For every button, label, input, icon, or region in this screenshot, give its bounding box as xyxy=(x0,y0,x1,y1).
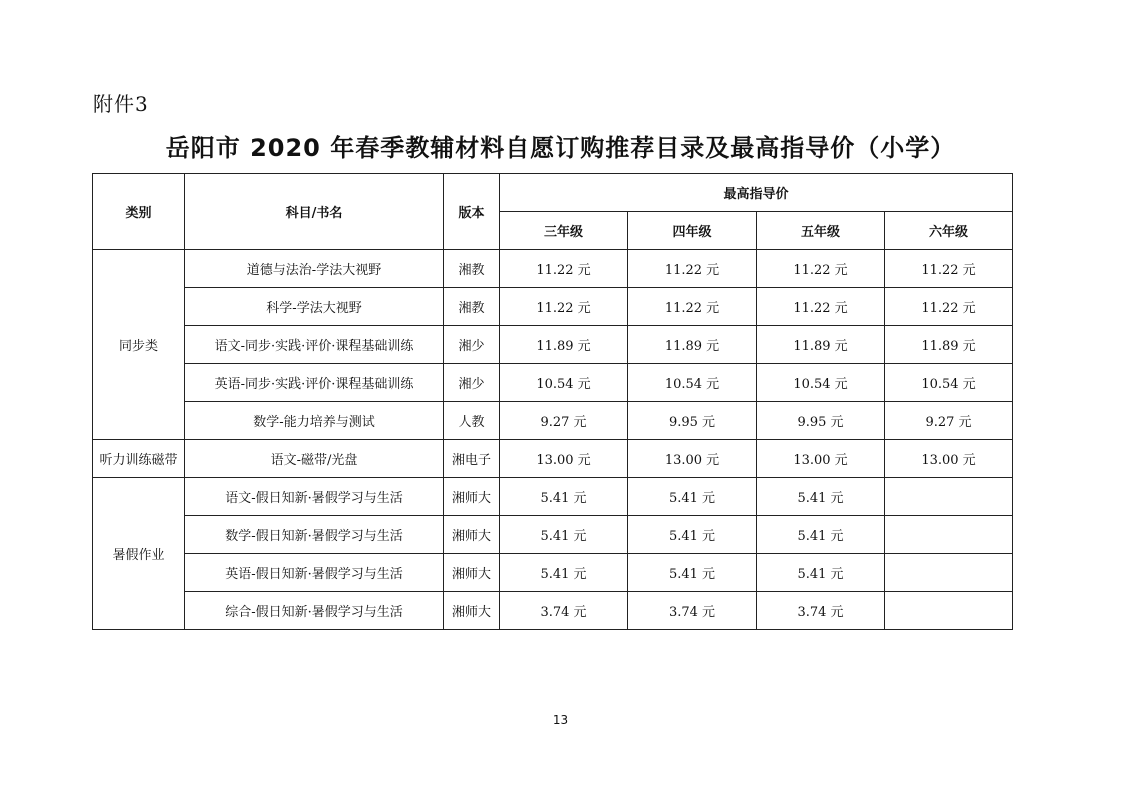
header-grade-5: 五年级 xyxy=(757,212,885,250)
price-cell: 3.74 元 xyxy=(757,592,885,630)
price-cell: 10.54 元 xyxy=(885,364,1013,402)
header-subject: 科目/书名 xyxy=(185,174,444,250)
price-table xyxy=(92,173,1013,630)
table-row xyxy=(93,478,1013,516)
price-cell: 11.89 元 xyxy=(628,326,757,364)
edition-cell: 湘师大 xyxy=(444,516,500,554)
edition-cell: 湘电子 xyxy=(444,440,500,478)
attachment-label: 附件3 xyxy=(93,92,149,116)
table-row xyxy=(93,402,1013,440)
price-cell: 11.22 元 xyxy=(757,288,885,326)
subject-cell: 英语-同步·实践·评价·课程基础训练 xyxy=(185,364,444,402)
price-cell: 13.00 元 xyxy=(885,440,1013,478)
header-category: 类别 xyxy=(93,174,185,250)
price-cell: 5.41 元 xyxy=(628,516,757,554)
price-cell: 11.22 元 xyxy=(500,250,628,288)
page-number: 13 xyxy=(552,713,569,727)
edition-cell: 湘少 xyxy=(444,326,500,364)
edition-cell: 湘师大 xyxy=(444,478,500,516)
edition-cell: 湘师大 xyxy=(444,554,500,592)
price-cell: 10.54 元 xyxy=(628,364,757,402)
price-cell: 11.22 元 xyxy=(500,288,628,326)
table-row xyxy=(93,326,1013,364)
subject-cell: 科学-学法大视野 xyxy=(185,288,444,326)
header-grade-4: 四年级 xyxy=(628,212,757,250)
price-cell: 3.74 元 xyxy=(628,592,757,630)
subject-cell: 英语-假日知新·暑假学习与生活 xyxy=(185,554,444,592)
table-row xyxy=(93,364,1013,402)
category-cell: 同步类 xyxy=(93,250,185,440)
price-cell: 11.22 元 xyxy=(757,250,885,288)
price-cell: 13.00 元 xyxy=(500,440,628,478)
price-cell: 13.00 元 xyxy=(757,440,885,478)
price-cell: 5.41 元 xyxy=(500,516,628,554)
price-cell xyxy=(885,478,1013,516)
price-cell: 5.41 元 xyxy=(628,554,757,592)
price-cell: 13.00 元 xyxy=(628,440,757,478)
price-cell: 5.41 元 xyxy=(757,516,885,554)
header-edition: 版本 xyxy=(444,174,500,250)
table-row xyxy=(93,288,1013,326)
price-cell: 11.22 元 xyxy=(628,250,757,288)
price-cell: 9.95 元 xyxy=(757,402,885,440)
price-cell xyxy=(885,516,1013,554)
table-row xyxy=(93,440,1013,478)
price-cell: 3.74 元 xyxy=(500,592,628,630)
subject-cell: 数学-假日知新·暑假学习与生活 xyxy=(185,516,444,554)
header-max-price: 最高指导价 xyxy=(500,174,1013,212)
price-cell: 9.27 元 xyxy=(500,402,628,440)
price-cell: 10.54 元 xyxy=(500,364,628,402)
subject-cell: 数学-能力培养与测试 xyxy=(185,402,444,440)
price-cell: 5.41 元 xyxy=(500,478,628,516)
edition-cell: 湘教 xyxy=(444,288,500,326)
header-grade-3: 三年级 xyxy=(500,212,628,250)
edition-cell: 湘教 xyxy=(444,250,500,288)
document-title: 岳阳市 2020 年春季教辅材料自愿订购推荐目录及最高指导价（小学） xyxy=(165,134,956,162)
subject-cell: 综合-假日知新·暑假学习与生活 xyxy=(185,592,444,630)
edition-cell: 人教 xyxy=(444,402,500,440)
header-grade-6: 六年级 xyxy=(885,212,1013,250)
subject-cell: 道德与法治-学法大视野 xyxy=(185,250,444,288)
price-cell: 11.89 元 xyxy=(885,326,1013,364)
edition-cell: 湘少 xyxy=(444,364,500,402)
price-cell: 9.95 元 xyxy=(628,402,757,440)
price-cell: 10.54 元 xyxy=(757,364,885,402)
subject-cell: 语文-磁带/光盘 xyxy=(185,440,444,478)
subject-cell: 语文-假日知新·暑假学习与生活 xyxy=(185,478,444,516)
table-row xyxy=(93,554,1013,592)
price-cell: 11.22 元 xyxy=(885,250,1013,288)
price-cell: 5.41 元 xyxy=(628,478,757,516)
price-cell: 11.22 元 xyxy=(885,288,1013,326)
price-cell: 5.41 元 xyxy=(757,478,885,516)
price-cell: 11.89 元 xyxy=(757,326,885,364)
category-cell: 暑假作业 xyxy=(93,478,185,630)
price-cell: 9.27 元 xyxy=(885,402,1013,440)
table-row xyxy=(93,516,1013,554)
subject-cell: 语文-同步·实践·评价·课程基础训练 xyxy=(185,326,444,364)
price-cell: 5.41 元 xyxy=(500,554,628,592)
price-cell xyxy=(885,554,1013,592)
category-cell: 听力训练磁带 xyxy=(93,440,185,478)
table-row xyxy=(93,250,1013,288)
price-cell xyxy=(885,592,1013,630)
table-row xyxy=(93,592,1013,630)
edition-cell: 湘师大 xyxy=(444,592,500,630)
price-cell: 11.22 元 xyxy=(628,288,757,326)
price-cell: 5.41 元 xyxy=(757,554,885,592)
price-cell: 11.89 元 xyxy=(500,326,628,364)
